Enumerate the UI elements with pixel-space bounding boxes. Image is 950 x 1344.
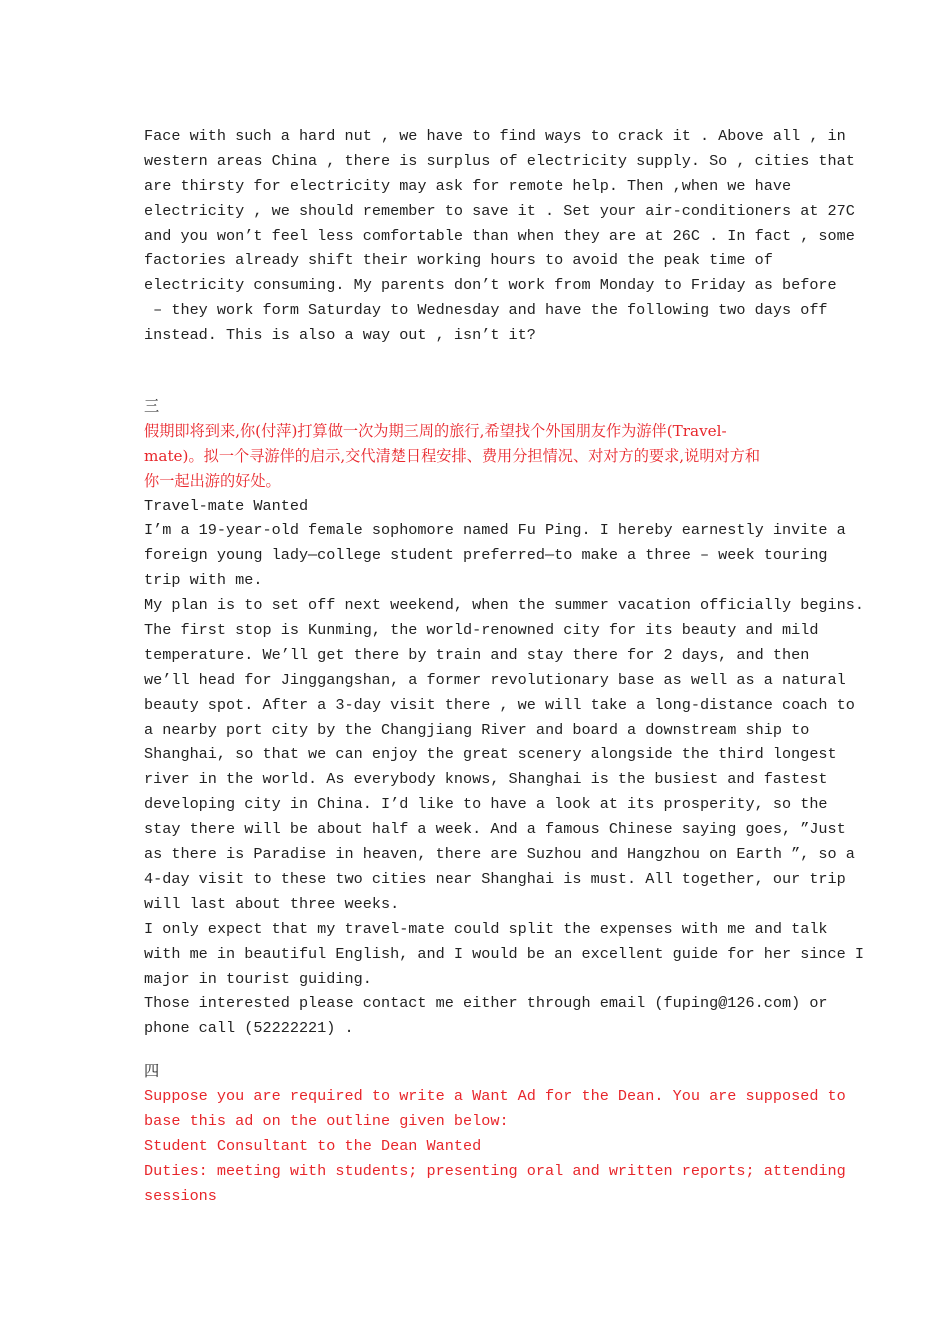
text-line: Those interested please contact me either through email (fuping@126.com) or: [144, 994, 828, 1013]
prompt-line: base this ad on the outline given below:: [144, 1111, 509, 1130]
text-line: My plan is to set off next weekend, when the summer vacation officially begins.: [144, 596, 865, 615]
text-line: developing city in China. I’d like to have a look at its prosperity, so the: [144, 795, 828, 814]
prompt-line: mate)。拟一个寻游伴的启示,交代清楚日程安排、费用分担情况、对对方的要求,说明对方和: [144, 446, 761, 465]
text-line: Shanghai, so that we can enjoy the great scenery alongside the third longest: [144, 745, 837, 764]
text-line: I’m a 19-year-old female sophomore named Fu Ping. I hereby earnestly invite a: [144, 521, 846, 540]
text-line: we’ll head for Jinggangshan, a former revolutionary base as well as a natural: [144, 670, 846, 689]
text-line: instead. This is also a way out , isn’t it?: [144, 326, 536, 345]
prompt-line: Student Consultant to the Dean Wanted: [144, 1136, 482, 1155]
text-line: phone call (52222221) .: [144, 1019, 354, 1038]
section-3: [144, 394, 865, 1041]
prompt-line: Suppose you are required to write a Want Ad for the Dean. You are supposed to: [144, 1087, 846, 1106]
text-line: electricity , we should remember to save it . Set your air-conditioners at 27C: [144, 201, 855, 220]
text-line: western areas China , there is surplus of electricity supply. So , cities that: [144, 151, 855, 170]
text-line: as there is Paradise in heaven, there are Suzhou and Hangzhou on Earth ”, so a: [144, 845, 855, 864]
text-line: 4-day visit to these two cities near Shanghai is must. All together, our trip: [144, 869, 846, 888]
prompt-line: sessions: [144, 1186, 217, 1205]
prompt-line: 假期即将到来,你(付萍)打算做一次为期三周的旅行,希望找个外国朋友作为游伴(Travel-: [144, 421, 727, 440]
text-line: stay there will be about half a week. And a famous Chinese saying goes, ”Just: [144, 820, 846, 839]
text-line: river in the world. As everybody knows, Shanghai is the busiest and fastest: [144, 770, 828, 789]
text-line: Face with such a hard nut , we have to find ways to crack it . Above all , in: [144, 127, 846, 145]
text-line: I only expect that my travel-mate could split the expenses with me and talk: [144, 919, 828, 938]
text-line: beauty spot. After a 3-day visit there , we will take a long-distance coach to: [144, 695, 855, 714]
text-line: – they work form Saturday to Wednesday and have the following two days off: [144, 301, 828, 320]
text-line: and you won’t feel less comfortable than when they are at 26C . In fact , some: [144, 226, 855, 245]
text-line: factories already shift their working hours to avoid the peak time of: [144, 251, 773, 270]
text-line: a nearby port city by the Changjiang River and board a downstream ship to: [144, 720, 810, 739]
text-line: The first stop is Kunming, the world-renowned city for its beauty and mild: [144, 621, 819, 640]
section-number: 三: [144, 397, 160, 416]
section-number: 四: [144, 1062, 160, 1081]
text-line: with me in beautiful English, and I would be an excellent guide for her since I: [144, 944, 865, 963]
document-page: [144, 124, 865, 1209]
text-line: foreign young lady—college student preferred—to make a three – week touring: [144, 546, 828, 565]
section-4: [144, 1059, 846, 1208]
text-line: will last about three weeks.: [144, 894, 400, 913]
text-line: major in tourist guiding.: [144, 969, 372, 988]
paragraph-1: [144, 124, 855, 348]
prompt-line: 你一起出游的好处。: [144, 471, 281, 490]
essay-title: Travel-mate Wanted: [144, 496, 309, 515]
text-line: electricity consuming. My parents don’t work from Monday to Friday as before: [144, 276, 837, 295]
prompt-line: Duties: meeting with students; presenting oral and written reports; attending: [144, 1161, 846, 1180]
text-line: are thirsty for electricity may ask for remote help. Then ,when we have: [144, 176, 792, 195]
text-line: temperature. We’ll get there by train and stay there for 2 days, and then: [144, 645, 810, 664]
text-line: trip with me.: [144, 571, 263, 590]
